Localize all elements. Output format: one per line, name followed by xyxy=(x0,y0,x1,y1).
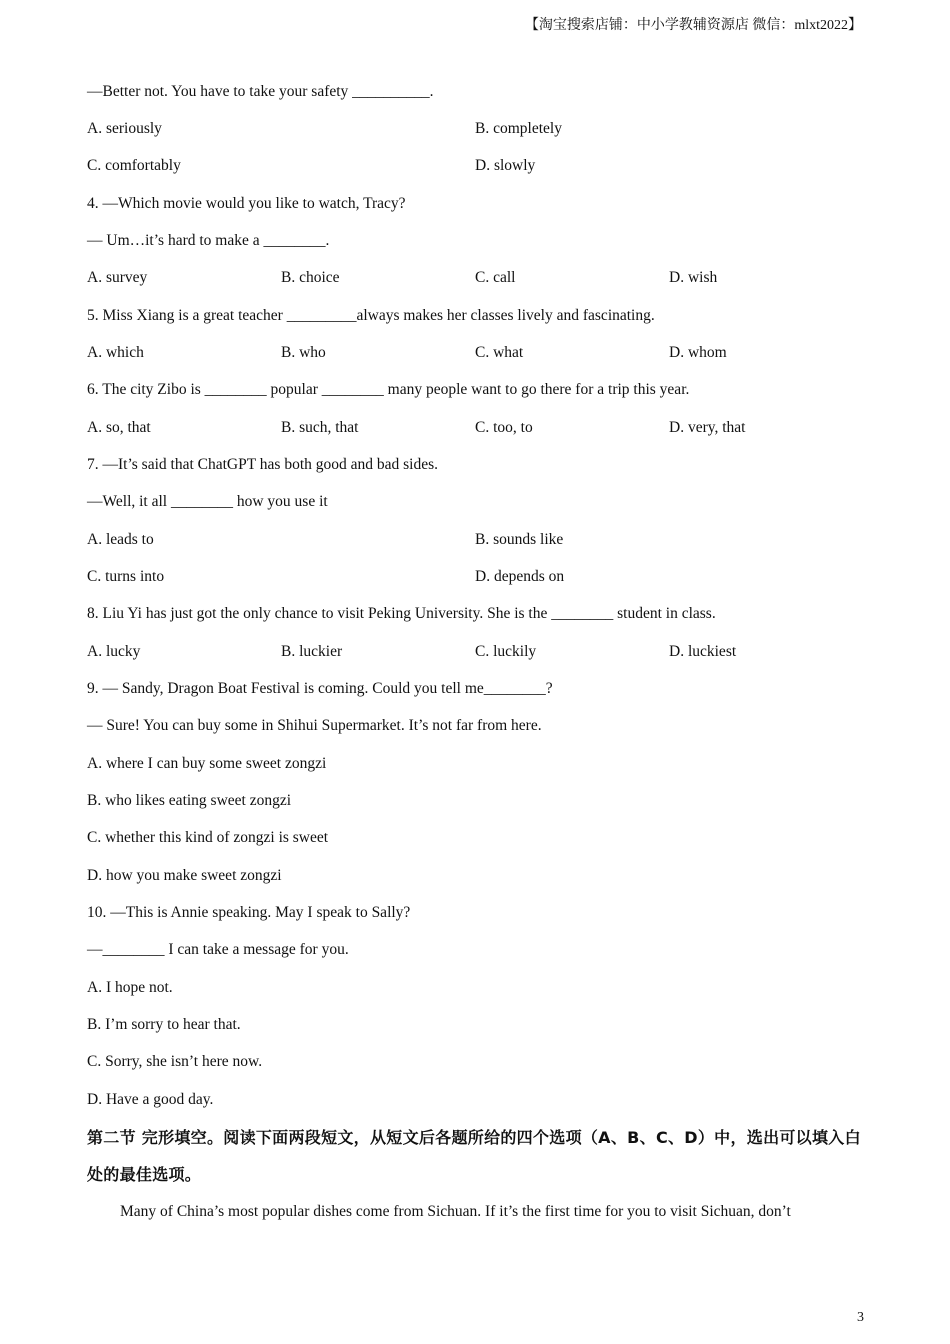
q10-option-b: B. I’m sorry to hear that. xyxy=(87,1016,241,1033)
q10-option-c: C. Sorry, she isn’t here now. xyxy=(87,1053,263,1070)
header-note: 【淘宝搜索店铺：中小学教辅资源店 微信：mlxt2022】 xyxy=(524,18,862,33)
q6-option-b: B. such, that xyxy=(281,419,359,436)
q4-question: 4. —Which movie would you like to watch, Tracy? xyxy=(87,195,406,212)
q8-option-d: D. luckiest xyxy=(669,643,737,660)
q5-option-c: C. what xyxy=(475,344,524,361)
q5-question: 5. Miss Xiang is a great teacher _________always makes her classes lively and fascinating. xyxy=(87,307,655,324)
q9-option-c: C. whether this kind of zongzi is sweet xyxy=(87,829,329,846)
q4-option-a: A. survey xyxy=(87,269,148,286)
page-number: 3 xyxy=(857,1310,864,1325)
q8-option-c: C. luckily xyxy=(475,643,537,660)
q3-option-c: C. comfortably xyxy=(87,157,181,174)
q8-option-b: B. luckier xyxy=(281,643,343,660)
q9-option-b: B. who likes eating sweet zongzi xyxy=(87,792,292,809)
q10-reply: —________ I can take a message for you. xyxy=(87,941,349,958)
passage-first-line: Many of China’s most popular dishes come from Sichuan. If it’s the first time for you to visit Sichuan, don’t xyxy=(120,1203,791,1220)
q8-option-a: A. lucky xyxy=(87,643,141,660)
q10-question: 10. —This is Annie speaking. May I speak to Sally? xyxy=(87,904,411,921)
q5-option-b: B. who xyxy=(281,344,326,361)
q7-option-a: A. leads to xyxy=(87,531,154,548)
q7-question: 7. —It’s said that ChatGPT has both good and bad sides. xyxy=(87,456,439,473)
q6-option-a: A. so, that xyxy=(87,419,151,436)
q4-option-b: B. choice xyxy=(281,269,340,286)
q9-option-d: D. how you make sweet zongzi xyxy=(87,867,282,884)
q7-reply: —Well, it all ________ how you use it xyxy=(87,493,328,510)
q4-option-c: C. call xyxy=(475,269,516,286)
q3-answer-line: —Better not. You have to take your safety __________. xyxy=(87,83,434,100)
q5-option-a: A. which xyxy=(87,344,144,361)
q7-option-d: D. depends on xyxy=(475,568,565,585)
section-heading: 第二节 完形填空。阅读下面两段短文，从短文后各题所给的四个选项（A、B、C、D）中，选出可以填入白处的最佳选项。 xyxy=(87,1128,861,1184)
q10-option-d: D. Have a good day. xyxy=(87,1091,214,1108)
q7-option-b: B. sounds like xyxy=(475,531,564,548)
q8-question: 8. Liu Yi has just got the only chance to visit Peking University. She is the ________ student in class. xyxy=(87,605,716,622)
q5-option-d: D. whom xyxy=(669,344,727,361)
q3-option-a: A. seriously xyxy=(87,120,162,137)
q7-option-c: C. turns into xyxy=(87,568,165,585)
q10-option-a: A. I hope not. xyxy=(87,979,173,996)
q6-option-c: C. too, to xyxy=(475,419,533,436)
q9-reply: — Sure! You can buy some in Shihui Supermarket. It’s not far from here. xyxy=(87,717,542,734)
q6-question: 6. The city Zibo is ________ popular ________ many people want to go there for a trip this year. xyxy=(87,381,690,398)
q3-option-d: D. slowly xyxy=(475,157,536,174)
q4-reply: — Um…it’s hard to make a ________. xyxy=(87,232,330,249)
q6-option-d: D. very, that xyxy=(669,419,746,436)
q4-option-d: D. wish xyxy=(669,269,718,286)
q3-option-b: B. completely xyxy=(475,120,562,137)
q9-question: 9. — Sandy, Dragon Boat Festival is coming. Could you tell me________? xyxy=(87,680,553,697)
q9-option-a: A. where I can buy some sweet zongzi xyxy=(87,755,327,772)
